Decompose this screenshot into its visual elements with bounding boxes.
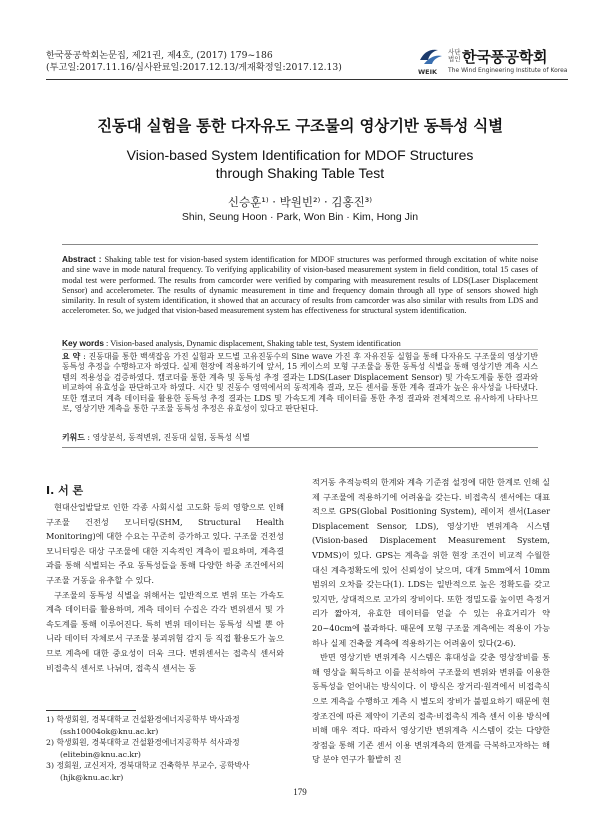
korean-abstract-text: 진동대를 통한 백색잡음 가진 실험과 모드별 고유진동수의 Sine wave 가진 후 자유진동 실험을 통해 다자유도 구조물의 영상기반 동특성 추정을 수행하고자 하였다. 실제 현장에 적용하기에 앞서, 15 케이스의 모형 구조물을 통한 동특성 식별을 통해 영상기반 계측 시스템의 적용성을 검증하였다. 캠코더를 통한 계측 및 동특성 추정 결과는 LDS(Laser Displacement Sensor) 및 가속도계를 통한 결과와 비교하여 유효성을 판단하고자 하였다. 시간 및 진동수 영역에서의 동적계측 결과, 모든 센서를 통한 계측 결과가 높은 유사성을 나타냈다. 또한 캠코더 계측 데이터를 활용한 동특성 추정 결과는 LDS 및 가속도계 계측 데이터를 통한 추정 결과와 전체적으로 유사하게 나타나므로, 영상기반 계측을 통한 구조물 동특성 추정은 유효성이 있다고 판단된다. [62,352,538,414]
footnote-line: (hjk@knu.ac.kr) [60,772,124,782]
citation-line-2: (투고일:2017.11.16/심사완료일:2017.12.13/게재확정일:2017.12.13) [46,62,342,73]
footnote-line: 1) 학생회원, 경북대학교 건설환경에너지공학부 박사과정 [46,715,240,724]
korean-abstract-label: 요 약 [62,352,81,361]
keywords: Key words : Vision-based analysis, Dynamic displacement, Shaking table test, System identification [62,338,401,348]
society-logo [418,44,568,80]
body-paragraph: 적거동 추적능력의 한계와 계측 기준점 설정에 대한 한계로 인해 실제 구조물에 적용하기에 어려움을 갖는다. 비접촉식 센서에는 대표적으로 GPS(Global Positioning System), 레이저 센서(Laser Displacement Sensor, LDS), 영상기반 변위계측 시스템(Vision-based Displacement Measurement System, VDMS)이 있다. GPS는 계측을 위한 현장 조건이 비교적 수월한 대신 계측정확도에 있어 신뢰성이 낮으며, 대개 5mm에서 10mm 범위의 오차를 갖는다(1). LDS는 일반적으로 높은 정확도를 갖고 있지만, 상대적으로 고가의 장비이다. 또한 정밀도를 높이면 측정거리가 짧아져, 유효한 데이터를 얻을 수 있는 유효거리가 약 20~40cm에 불과하다. 때문에 모형 구조물 계측에는 적용이 가능하나 실제 건축물 계측에 적용하기는 어려움이 있다(2-6). [312,477,550,648]
logo-society-name: 한국풍공학회 [462,48,548,66]
abstract-label: Abstract [62,254,96,264]
page-number: 179 [293,787,307,797]
wind-logo-icon [418,46,444,68]
abstract-bottom-divider [62,447,538,448]
header-divider [46,79,568,80]
keywords-label: Key words [62,338,104,348]
korean-keywords: 키워드 : 영상분석, 동적변위, 진동대 실험, 동특성 식별 [62,433,250,442]
paper-title-english [0,146,600,182]
abstract: Abstract : Shaking table test for vision-based system identification for MDOF structures was performed through excitation of white noise and sine wave in mode natural frequency. To verifying applicability of vision-based measurement system in field condition, total 15 cases of modal test were performed. The results from camcorder were verified by comparing with measurement results of LDS(Laser Displacement Sensor) and accelerometer. The results of dynamic measurement in time and frequency domain through all type of sensors showed high similarity. In result of system identification, it showed that an accuracy of results from camcorder was also similar with results from LDS and accelerometer. So, we judged that vision-based measurement system has effectiveness for structural system identification. [62,254,539,316]
body-paragraph: 현대산업발달로 인한 각종 사회시설 고도화 등의 영향으로 인해 구조물 건전성 모니터링(SHM, Structural Health Monitoring)에 대한 수요는 꾸준히 증가하고 있다. 구조물 건전성 모니터링은 대상 구조물에 대한 지속적인 계측이 필요하며, 계측결과를 통해 식별되는 주요 동특성들을 통해 다양한 하중 조건에서의 구조물 거동을 유추할 수 있다. [46,502,284,585]
section-heading-introduction: I. 서 론 [46,484,84,497]
logo-abbreviation: WEIK [418,68,438,76]
korean-keywords-text: 영상분석, 동적변위, 진동대 실험, 동특성 식별 [92,433,250,442]
authors-english: Shin, Seung Hoon · Park, Won Bin · Kim, Hong Jin [181,211,419,223]
title-english-line-2: through Shaking Table Test [215,165,385,181]
journal-citation [46,50,342,74]
authors-korean: 신승훈¹⁾ · 박원빈²⁾ · 김홍진³⁾ [227,195,373,209]
body-column-right [312,475,550,767]
title-english-line-1: Vision-based System Identification for MDOF Structures [126,147,474,163]
citation-line-1: 한국풍공학회논문집, 제21권, 제4호, (2017) 179~186 [46,50,273,61]
abstract-text: Shaking table test for vision-based system identification for MDOF structures was performed through excitation of white noise and sine wave in mode natural frequency. To verifying applicability of vision-based measurement system in field condition, total 15 cases of modal test were performed. The results from camcorder were verified by comparing with measurement results of LDS(Laser Displacement Sensor) and accelerometer. The results of dynamic measurement in time and frequency domain through all type of sensors showed high similarity. In result of system identification, it showed that an accuracy of results from camcorder was also similar with results from LDS and accelerometer. So, we judged that vision-based measurement system has effectiveness for structural system identification. [62,255,539,316]
korean-keywords-label: 키워드 [62,433,85,442]
footnote-line: (elitebin@knu.ac.kr) [60,749,141,759]
korean-abstract-divider [62,349,538,350]
author-footnotes [46,714,296,783]
body-paragraph: 구조물의 동특성 식별을 위해서는 일반적으로 변위 또는 가속도 계측 데이터를 활용하며, 계측 데이터 수집은 각각 변위센서 및 가속도계를 통해 이루어진다. 특히 변위 데이터는 동특성 식별 뿐 아니라 데이터 자체로서 구조물 붕괴위험 감지 등 직접 활용도가 높으므로 계측에 대한 중요성이 더욱 크다. 변위센서는 접촉식 센서와 비접촉식 센서로 나뉘며, 접촉식 센서는 동 [46,589,284,673]
body-column-left [46,500,284,675]
abstract-top-divider [62,244,538,245]
keywords-text: Vision-based analysis, Dynamic displacement, Shaking table test, System identification [110,339,401,348]
korean-abstract: 요 약 : 진동대를 통한 백색잡음 가진 실험과 모드별 고유진동수의 Sine wave 가진 후 자유진동 실험을 통해 다자유도 구조물의 영상기반 동특성 추정을 수행하고자 하였다. 실제 현장에 적용하기에 앞서, 15 케이스의 모형 구조물을 통한 동특성 식별을 통해 영상기반 계측 시스템의 적용성을 검증하였다. 캠코더를 통한 계측 및 동특성 추정 결과는 LDS(Laser Displacement Sensor) 및 가속도계를 통한 결과와 비교하여 유효성을 판단하고자 하였다. 시간 및 진동수 영역에서의 동적계측 결과, 모든 센서를 통한 계측 결과가 높은 유사성을 나타냈다. 또한 캠코더 계측 데이터를 활용한 동특성 추정 결과는 LDS 및 가속도계 계측 데이터를 통한 추정 결과와 전체적으로 유사하게 나타나므로, 영상기반 계측을 통한 구조물 동특성 추정은 유효성이 있다고 판단된다. [62,352,538,414]
body-paragraph: 반면 영상기반 변위계측 시스템은 휴대성을 갖춘 영상장비를 통해 영상을 획득하고 이를 분석하여 구조물의 변위와 변위를 이용한 동특성을 얻어내는 방식이다. 이 방식은 장거리·원격에서 비접촉식으로 계측을 수행하고 계측 시 별도의 장비가 불필요하기 때문에 현장조건에 따른 제약이 기존의 접촉·비접촉식 계측 센서 이용 방식에 비해 매우 적다. 따라서 영상기반 변위계측 시스템이 갖는 다양한 장점을 통해 기존 센서 이용 변위계측의 한계를 극복하고자하는 해당 분야 연구가 활발히 진 [312,652,550,765]
footnote-line: (ssh10004ok@knu.ac.kr) [60,726,159,736]
logo-english-name: The Wind Engineering Institute of Korea [448,67,568,74]
footnote-divider [46,710,136,711]
footnote-line: 2) 학생회원, 경북대학교 건설환경에너지공학부 석사과정 [46,738,240,747]
logo-small-text: 사단 법인 [448,48,461,63]
paper-title-korean: 진동대 실험을 통한 다자유도 구조물의 영상기반 동특성 식별 [97,117,503,135]
footnote-line: 3) 정회원, 교신저자, 경북대학교 건축학부 부교수, 공학박사 [46,761,250,770]
